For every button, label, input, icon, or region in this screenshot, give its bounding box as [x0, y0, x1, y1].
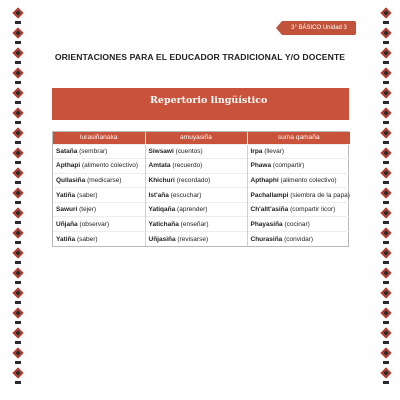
table-cell [247, 202, 350, 217]
aymara-word: Yatiña [56, 235, 76, 243]
border-motif [380, 246, 392, 266]
border-motif [12, 26, 24, 46]
table-cell [145, 188, 247, 203]
motif-bar [15, 341, 21, 344]
aymara-word: Satañа [56, 147, 78, 155]
decorative-border-left [10, 0, 26, 400]
spanish-gloss: (siembra de la papa) [290, 191, 350, 199]
table-cell [247, 144, 350, 159]
border-motif [380, 286, 392, 306]
aymara-word: Khichuri [148, 176, 175, 184]
column-header: lurasiñanaka [53, 132, 145, 144]
motif-bar [15, 381, 21, 384]
motif-bar [15, 181, 21, 184]
motif-bar [15, 321, 21, 324]
table-cell [247, 188, 350, 203]
spanish-gloss: (saber) [76, 191, 98, 199]
motif-bar [15, 221, 21, 224]
border-motif [380, 346, 392, 366]
table-cell [53, 217, 145, 232]
border-motif [12, 106, 24, 126]
motif-bar [383, 281, 389, 284]
table-header-row [53, 132, 350, 144]
table-cell [145, 173, 247, 188]
table-cell [145, 232, 247, 247]
spanish-gloss: (revisarse) [177, 235, 209, 243]
table-row [53, 202, 350, 217]
border-motif [380, 86, 392, 106]
decorative-border-right [378, 0, 394, 400]
table-cell [247, 173, 350, 188]
spanish-gloss: (cocinar) [284, 220, 310, 228]
table-row [53, 144, 350, 159]
motif-bar [383, 121, 389, 124]
aymara-word: Qullasiña [56, 176, 86, 184]
table-cell [247, 232, 350, 247]
border-motif [380, 266, 392, 286]
border-motif [12, 266, 24, 286]
aymara-word: Ist'aña [148, 191, 169, 199]
motif-bar [15, 241, 21, 244]
motif-bar [383, 141, 389, 144]
border-motif [380, 6, 392, 26]
spanish-gloss: (recuerdo) [172, 162, 203, 170]
aymara-word: Irpa [250, 147, 263, 155]
border-motif [12, 166, 24, 186]
motif-bar [383, 201, 389, 204]
spanish-gloss: (observar) [79, 220, 110, 228]
spanish-gloss: (alimento colectivo) [82, 162, 139, 170]
motif-bar [15, 201, 21, 204]
border-motif [12, 126, 24, 146]
aymara-word: Amtata [148, 162, 171, 170]
aymara-word: Uñjaña [56, 220, 78, 228]
vocabulary-table [52, 131, 349, 247]
page-title: ORIENTACIONES PARA EL EDUCADOR TRADICIONAL Y/O DOCENTE [54, 52, 346, 62]
motif-bar [383, 101, 389, 104]
border-motif [380, 366, 392, 386]
spanish-gloss: (sembrar) [79, 147, 108, 155]
table-cell [247, 217, 350, 232]
border-motif [380, 226, 392, 246]
aymara-word: Pachallampi [250, 191, 289, 199]
table-row [53, 232, 350, 247]
table-cell [145, 217, 247, 232]
border-motif [12, 146, 24, 166]
aymara-word: Phayasiña [250, 220, 283, 228]
border-motif [380, 306, 392, 326]
border-motif [12, 326, 24, 346]
motif-bar [15, 81, 21, 84]
border-motif [380, 106, 392, 126]
motif-bar [383, 361, 389, 364]
spanish-gloss: (llevar) [264, 147, 285, 155]
spanish-gloss: (enseñar) [180, 220, 209, 228]
border-motif [12, 206, 24, 226]
motif-bar [383, 261, 389, 264]
spanish-gloss: (compartir) [272, 162, 305, 170]
aymara-word: Churasiña [250, 235, 283, 243]
spanish-gloss: (tejer) [79, 206, 97, 214]
motif-bar [15, 261, 21, 264]
spanish-gloss: (convidar) [284, 235, 314, 243]
border-motif [12, 366, 24, 386]
aymara-word: Yatichaña [148, 220, 179, 228]
border-motif [12, 6, 24, 26]
spanish-gloss: (aprender) [177, 206, 208, 214]
spanish-gloss: (cuentos) [175, 147, 203, 155]
aymara-word: Yatiña [56, 191, 76, 199]
table-cell [53, 202, 145, 217]
motif-bar [383, 41, 389, 44]
motif-bar [383, 301, 389, 304]
motif-bar [383, 221, 389, 224]
table-row [53, 159, 350, 174]
table-cell [53, 232, 145, 247]
motif-bar [15, 21, 21, 24]
table-cell [53, 188, 145, 203]
border-motif [380, 46, 392, 66]
motif-bar [383, 341, 389, 344]
border-motif [12, 86, 24, 106]
table-cell [145, 144, 247, 159]
motif-bar [15, 301, 21, 304]
border-motif [12, 346, 24, 366]
border-motif [380, 126, 392, 146]
motif-bar [383, 161, 389, 164]
motif-bar [383, 321, 389, 324]
aymara-word: Siwsawi [148, 147, 174, 155]
border-motif [12, 286, 24, 306]
border-motif [380, 146, 392, 166]
motif-bar [383, 241, 389, 244]
motif-bar [383, 381, 389, 384]
border-motif [380, 26, 392, 46]
aymara-word: Yatiqaña [148, 206, 176, 214]
spanish-gloss: (alimento colectivo) [280, 176, 337, 184]
motif-bar [383, 61, 389, 64]
border-motif [12, 186, 24, 206]
motif-bar [383, 81, 389, 84]
table-row [53, 188, 350, 203]
motif-bar [15, 101, 21, 104]
border-motif [12, 66, 24, 86]
column-header: amuyasiña [145, 132, 247, 144]
border-motif [12, 226, 24, 246]
motif-bar [15, 141, 21, 144]
motif-bar [15, 361, 21, 364]
table-row [53, 217, 350, 232]
spanish-gloss: (saber) [76, 235, 98, 243]
table-cell [145, 202, 247, 217]
spanish-gloss: (medicarse) [87, 176, 122, 184]
table-cell [53, 173, 145, 188]
border-motif [12, 46, 24, 66]
table-cell [145, 159, 247, 174]
motif-bar [383, 21, 389, 24]
table-cell [53, 144, 145, 159]
aymara-word: Sawuri [56, 206, 78, 214]
spanish-gloss: (escuchar) [170, 191, 202, 199]
motif-bar [15, 61, 21, 64]
aymara-word: Uñjasiña [148, 235, 176, 243]
border-motif [380, 66, 392, 86]
section-title: Repertorio lingüístico [52, 88, 349, 120]
aymara-word: Phawa [250, 162, 272, 170]
motif-bar [15, 161, 21, 164]
motif-bar [15, 121, 21, 124]
motif-bar [383, 181, 389, 184]
motif-bar [15, 41, 21, 44]
table-cell [53, 159, 145, 174]
border-motif [380, 206, 392, 226]
table-row [53, 173, 350, 188]
border-motif [380, 186, 392, 206]
motif-bar [15, 281, 21, 284]
table-cell [247, 159, 350, 174]
aymara-word: Ch'allt'asiña [250, 206, 289, 214]
border-motif [380, 326, 392, 346]
spanish-gloss: (recordado) [176, 176, 211, 184]
border-motif [12, 246, 24, 266]
aymara-word: Apthaphi [250, 176, 279, 184]
aymara-word: Apthapi [56, 162, 81, 170]
border-motif [380, 166, 392, 186]
grade-unit-badge: 3° BÁSICO Unidad 3 [282, 21, 356, 35]
column-header: suma qamaña [247, 132, 350, 144]
border-motif [12, 306, 24, 326]
spanish-gloss: (compartir licor) [290, 206, 336, 214]
